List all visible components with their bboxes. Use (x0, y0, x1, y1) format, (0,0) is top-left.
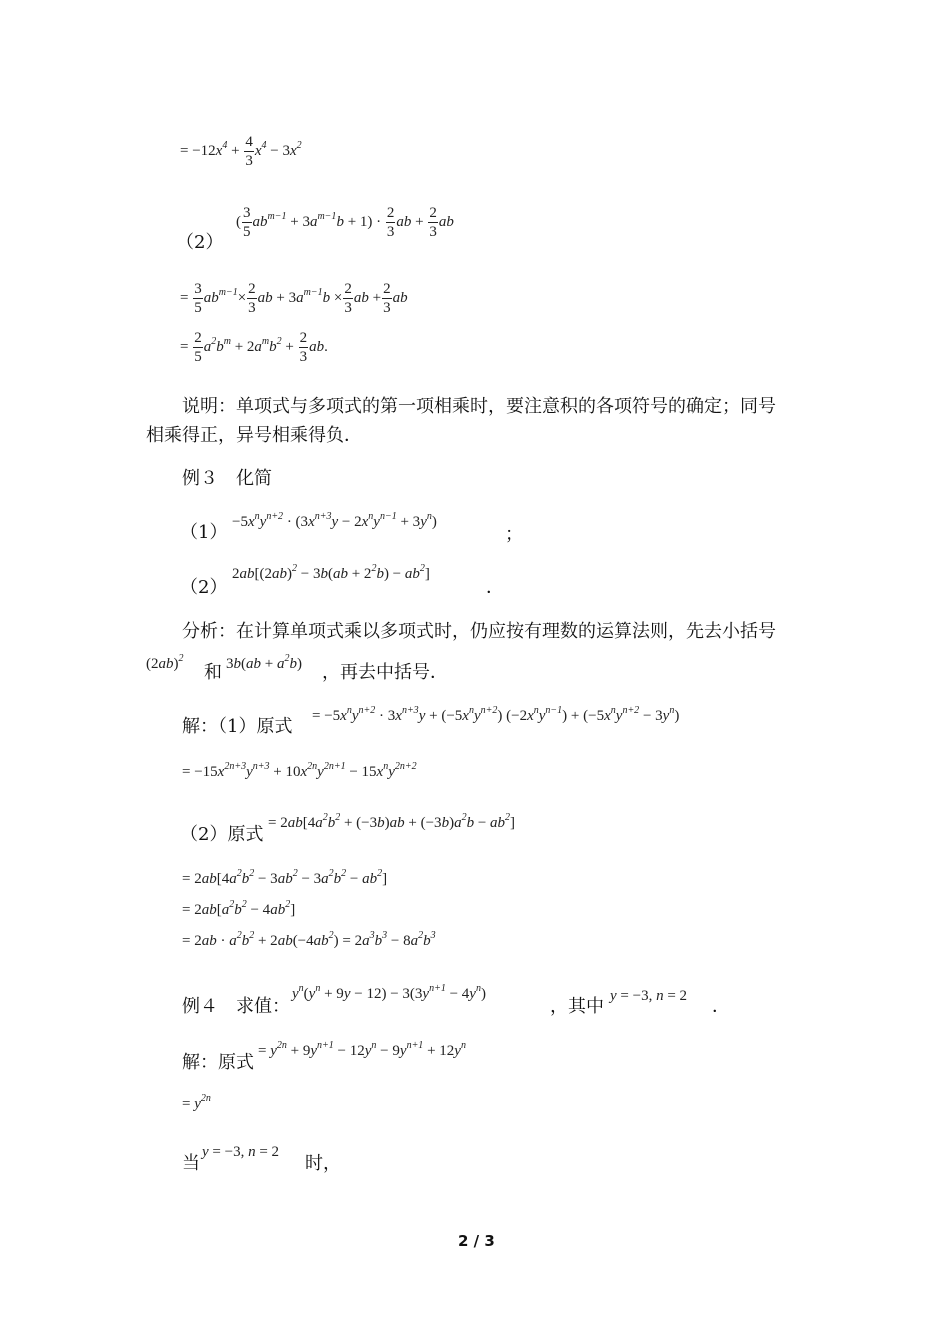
solution-line: = $-15x^{2n+3}y^{n+3} + 10x^{2n}y^{2n+1} - 15x^ny^{2n+2}$ (182, 761, 417, 780)
condition-expression: y = −3, n = 2 (202, 1144, 280, 1160)
solution-expression: = $y^{2n} + 9y^{n+1} - 12y^n - 9y^{n+1} + 12y^n$ (258, 1040, 466, 1059)
solution-label: 解：（1）原式 (182, 716, 293, 737)
example-title: 例３ 化简 (182, 468, 272, 489)
analysis-paragraph-line: 分析：在计算单项式乘以多项式时，仍应按有理数的运算法则，先去小括号 (182, 621, 776, 642)
question-text: ，其中 (550, 996, 604, 1017)
equation-line: = $\frac{2}{5}$ $a^2b^m + 2a^mb^2$ + $\frac{2}{3}$ ab. (180, 330, 328, 365)
analysis-expression: $(2ab)^2$ (146, 653, 184, 672)
solution-text: 时， (305, 1153, 341, 1174)
solution-text: 当 (182, 1153, 200, 1174)
solution-label: （2）原式 (180, 824, 264, 845)
condition-expression: y = −3, n = 2 (610, 988, 688, 1004)
solution-line: = $y^{2n}$ (182, 1093, 211, 1112)
question-expression: $-5x^ny^{n+2} \cdot (3x^{n+3}y - 2x^ny^{n-1} + 3y^n)$ (232, 511, 437, 530)
solution-line: = $2ab[4a^2b^2 - 3ab^2 - 3a^2b^2 - ab^2]$ (182, 868, 388, 887)
solution-label: 解：原式 (182, 1052, 254, 1073)
question-label: （1） (180, 522, 228, 543)
analysis-expression: $3b(ab + a^2b)$ (226, 653, 302, 672)
punctuation: ； (505, 524, 523, 545)
question-expression: $2ab[(2ab)^2 - 3b(ab + 2^2b) - ab^2]$ (232, 563, 430, 582)
solution-expression: = $-5x^ny^{n+2} \cdot 3x^{n+3}y + (-5x^ny^{n+2}) (-2x^ny^{n-1}) + (-5x^ny^{n+2} - 3y^n)$ (312, 705, 680, 724)
page-number: 2 / 3 (458, 1232, 495, 1250)
example-label: （2） (176, 232, 224, 253)
question-label: （2） (180, 577, 228, 598)
solution-line: = $2ab[a^2b^2 - 4ab^2]$ (182, 899, 296, 918)
punctuation: ． (486, 577, 504, 598)
solution-expression: = $2ab[4a^2b^2 + (-3b)ab + (-3b)a^2b - ab^2]$ (268, 812, 516, 831)
analysis-text: ，再去中括号． (322, 662, 448, 683)
note-paragraph-line: 说明：单项式与多项式的第一项相乘时，要注意积的各项符号的确定；同号 (182, 396, 776, 417)
analysis-text: 和 (204, 662, 222, 683)
fraction: $\frac{4}{3}$ (245, 134, 253, 169)
punctuation: ． (712, 996, 730, 1017)
example-title: 例４ 求值： (182, 996, 290, 1017)
note-paragraph-line: 相乘得正，异号相乘得负． (146, 425, 362, 446)
solution-line: = $2ab \cdot a^2b^2 + 2ab(-4ab^2) = 2a^3b^3 - 8a^2b^3$ (182, 930, 436, 949)
equation-line: = $-12x^4$ + $\frac{4}{3}$ $x^4 - 3x^2$ (180, 134, 302, 169)
question-expression: $y^n(y^n + 9y - 12) - 3(3y^{n+1} - 4y^n)$ (292, 983, 486, 1002)
equation-line: = $\frac{3}{5}$ $ab^{m-1}\times$ $\frac{2}{3}$ ab + $3a^{m-1}b$ × $\frac{2}{3}$ ab + $\frac{2}{3}$ ab (180, 281, 408, 316)
equation-line: ( $\frac{3}{5}$ $ab^{m-1} + 3a^{m-1}b + 1$) · $\frac{2}{3}$ ab + $\frac{2}{3}$ ab (236, 205, 454, 240)
